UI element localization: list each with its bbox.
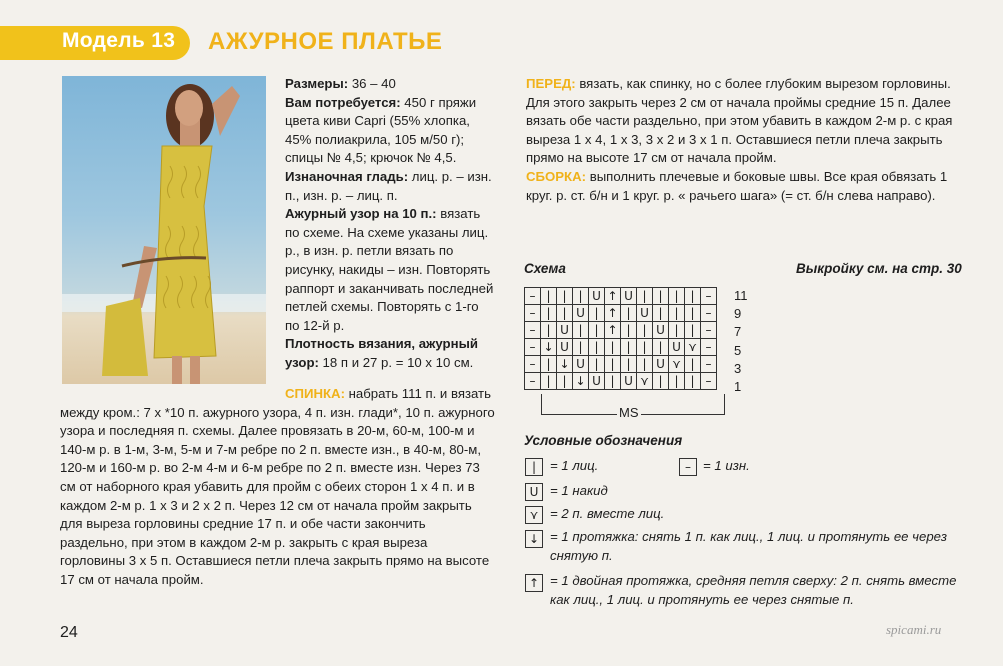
chart-cell: | [669, 288, 685, 305]
materials-paragraph [285, 94, 495, 168]
legend-knit-text: = 1 лиц. [550, 458, 599, 473]
chart-cell: ⋎ [685, 339, 701, 356]
chart-row [525, 322, 717, 339]
column-2 [526, 75, 961, 205]
chart-row [525, 288, 717, 305]
chart-cell: | [637, 356, 653, 373]
materials-label: Вам потребуется: [285, 94, 401, 110]
back-label: СПИНКА: [285, 386, 345, 401]
gauge-label: Плотность вязания, ажурный узор: [285, 336, 478, 370]
gauge-text: 18 п и 27 р. = 10 х 10 см. [318, 354, 474, 370]
knitting-chart [524, 287, 717, 390]
chart-row-number: 7 [734, 324, 742, 340]
front-text: вязать, как спинку, но с более глубоким вырезом горловины. Для этого закрыть через 2 см от начала проймы средние 15 п. Далее вязать обе части раздельно, при этом убавить в каждом 2-м р. с края выреза 1 х 4, 1 х 3, 3 х 2 и 3 х 1 п. Оставшиеся петли плеча закрыть прямо на высоте 17 см от начала пройм. [526, 76, 953, 166]
chart-cell: | [541, 356, 557, 373]
chart-cell: ↑ [605, 322, 621, 339]
chart-cell: | [653, 305, 669, 322]
chart-cell: | [589, 339, 605, 356]
model-number: Модель 13 [62, 29, 176, 52]
chart-cell: ↓ [573, 373, 589, 390]
sizes-label: Размеры: [285, 76, 349, 91]
chart-cell: | [573, 322, 589, 339]
chart-cell: ↓ [557, 356, 573, 373]
assembly-paragraph [526, 168, 961, 205]
reverse-stockinette-text: лиц. р. – изн. п., изн. р. – лиц. п. [285, 168, 492, 203]
chart-cell: | [621, 305, 637, 322]
chart-cell: | [589, 356, 605, 373]
chart-cell: ↑ [605, 288, 621, 305]
ms-label: MS [619, 405, 639, 420]
chart-cell: | [685, 356, 701, 373]
reverse-stockinette-paragraph [285, 168, 495, 205]
chart-cell: – [701, 305, 717, 322]
chart-cell: – [701, 288, 717, 305]
chart-cell: | [637, 322, 653, 339]
legend-k2tog-text: = 2 п. вместе лиц. [550, 506, 665, 521]
chart-cell: | [653, 288, 669, 305]
chart-cell: – [525, 356, 541, 373]
page-number: 24 [60, 624, 78, 641]
lace-pattern-label: Ажурный узор на 10 п.: [285, 206, 437, 222]
lace-pattern-text: вязать по схеме. На схеме указаны лиц. р., в изн. р. петли вязать по рисунку, накиды – изн. Повторять раппорт и заканчивать последней петлей схемы. Повторять с 1-го по 12-й р. [285, 206, 494, 333]
sizes-text: 36 – 40 [348, 76, 396, 91]
chart-cell: | [573, 339, 589, 356]
chart-cell: – [525, 373, 541, 390]
pattern-reference: Выкройку см. на стр. 30 [796, 261, 962, 276]
chart-cell: | [621, 356, 637, 373]
chart-cell: U [589, 373, 605, 390]
chart-cell: U [573, 305, 589, 322]
legend-title: Условные обозначения [524, 433, 683, 448]
chart-cell: | [637, 288, 653, 305]
chart-cell: | [621, 322, 637, 339]
chart-cell: | [541, 305, 557, 322]
chart-cell: | [589, 322, 605, 339]
chart-cell: | [557, 305, 573, 322]
front-paragraph [526, 75, 961, 168]
chart-cell: ↓ [541, 339, 557, 356]
chart-cell: | [605, 373, 621, 390]
chart-cell: | [605, 339, 621, 356]
chart-cell: | [669, 373, 685, 390]
legend-double-decrease-text: = 1 двойная протяжка, средняя петля сверху: 2 п. снять вместе как лиц., 1 лиц. и протянуть ее через снятые п. [550, 573, 957, 607]
double-decrease-icon: ↑ [525, 574, 543, 592]
chart-cell: | [541, 322, 557, 339]
chart-cell: U [621, 373, 637, 390]
chart-row-number: 5 [734, 342, 742, 358]
chart-row-number: 3 [734, 360, 742, 376]
model-illustration [62, 76, 266, 384]
chart-cell: U [621, 288, 637, 305]
chart-cell: | [685, 373, 701, 390]
watermark: spicami.ru [886, 622, 942, 637]
chart-cell: U [573, 356, 589, 373]
chart-cell: | [621, 339, 637, 356]
chart-cell: – [701, 339, 717, 356]
assembly-label: СБОРКА: [526, 168, 587, 184]
knit-stitch-icon: | [525, 458, 543, 476]
chart-cell: U [669, 339, 685, 356]
chart-row [525, 373, 717, 390]
chart-cell: | [573, 288, 589, 305]
chart-cell: – [701, 322, 717, 339]
chart-cell: U [637, 305, 653, 322]
back-paragraph [60, 385, 495, 590]
chart-cell: | [685, 305, 701, 322]
lace-pattern-paragraph [285, 205, 495, 335]
chart-cell: | [637, 339, 653, 356]
assembly-text: выполнить плечевые и боковые швы. Все края обвязать 1 круг. р. ст. б/н и 1 круг. р. « рачьего шага» (= ст. б/н слева направо). [526, 168, 948, 203]
chart-cell: | [557, 373, 573, 390]
chart-cell: | [653, 373, 669, 390]
purl-stitch-icon: – [679, 458, 697, 476]
chart-cell: – [525, 288, 541, 305]
gauge-paragraph [285, 335, 495, 372]
chart-cell: | [541, 288, 557, 305]
chart-cell: | [557, 288, 573, 305]
chart-cell: | [669, 322, 685, 339]
schema-title: Схема [524, 261, 566, 276]
chart-cell: U [653, 322, 669, 339]
slip-decrease-icon: ↓ [525, 530, 543, 548]
chart-cell: U [589, 288, 605, 305]
chart-cell: – [525, 305, 541, 322]
k2tog-icon: ⋎ [525, 506, 543, 524]
reverse-stockinette-label: Изнаночная гладь: [285, 168, 409, 184]
chart-cell: ⋎ [637, 373, 653, 390]
chart-row [525, 339, 717, 356]
chart-row-number: 11 [734, 288, 748, 303]
chart-cell: | [685, 288, 701, 305]
chart-cell: | [605, 356, 621, 373]
materials-text: 450 г пряжи цвета киви Capri (55% хлопка, 45% полиакрила, 105 м/50 г); спицы № 4,5; крючок № 4,5. [285, 94, 477, 166]
legend-slip-decrease-text: = 1 протяжка: снять 1 п. как лиц., 1 лиц. и протянуть ее через снятую п. [550, 529, 947, 563]
chart-cell: – [525, 322, 541, 339]
chart-cell: | [541, 373, 557, 390]
yarn-over-icon: U [525, 483, 543, 501]
chart-cell: | [669, 305, 685, 322]
chart-cell: – [701, 373, 717, 390]
chart-row-number: 9 [734, 306, 742, 322]
chart-row [525, 305, 717, 322]
legend-yarn-over-text: = 1 накид [550, 483, 608, 498]
chart-cell: U [653, 356, 669, 373]
column-1-top [285, 75, 495, 373]
chart-cell: U [557, 322, 573, 339]
chart-cell: | [589, 305, 605, 322]
chart-cell: – [525, 339, 541, 356]
chart-row-number: 1 [734, 379, 742, 394]
page-title: АЖУРНОЕ ПЛАТЬЕ [208, 28, 443, 55]
dress-photo [62, 76, 266, 384]
legend-purl-text: = 1 изн. [703, 458, 750, 473]
chart-cell: | [653, 339, 669, 356]
chart-cell: ⋎ [669, 356, 685, 373]
chart-cell: U [557, 339, 573, 356]
chart-cell: ↑ [605, 305, 621, 322]
back-text: набрать 111 п. и вязать между кром.: 7 х *10 п. ажурного узора, 4 п. изн. глади*, 10 п. ажурного узора и последняя п. схемы. Далее провязать в 20-м, 60-м, 100-м и 140-м р. в 1-м, 3-м, 5-м и 7-м ребре по 2 п. вместе изн., в 40-м, 80-м, 120-м и 160-м р. во 2-м 4-м и 6-м ребре по 2 п. вместе изн. Через 73 см от наборного края убавить для пройм с обеих сторон 1 х 4 п. и в каждом 2-м р. 1 х 3 и 2 х 2 п. Через 12 см от начала пройм закрыть для выреза горловины средние 17 п. и обе части закончить раздельно, при этом в каждом 2-м р. закрыть с края выреза горловины 3 х 5 п. Оставшиеся петли плеча закрыть прямо на высоте 17 см от начала пройм. [60, 386, 495, 587]
chart-cell: – [701, 356, 717, 373]
front-label: ПЕРЕД: [526, 76, 576, 91]
chart-row [525, 356, 717, 373]
chart-cell: | [685, 322, 701, 339]
sizes-paragraph [285, 75, 495, 94]
